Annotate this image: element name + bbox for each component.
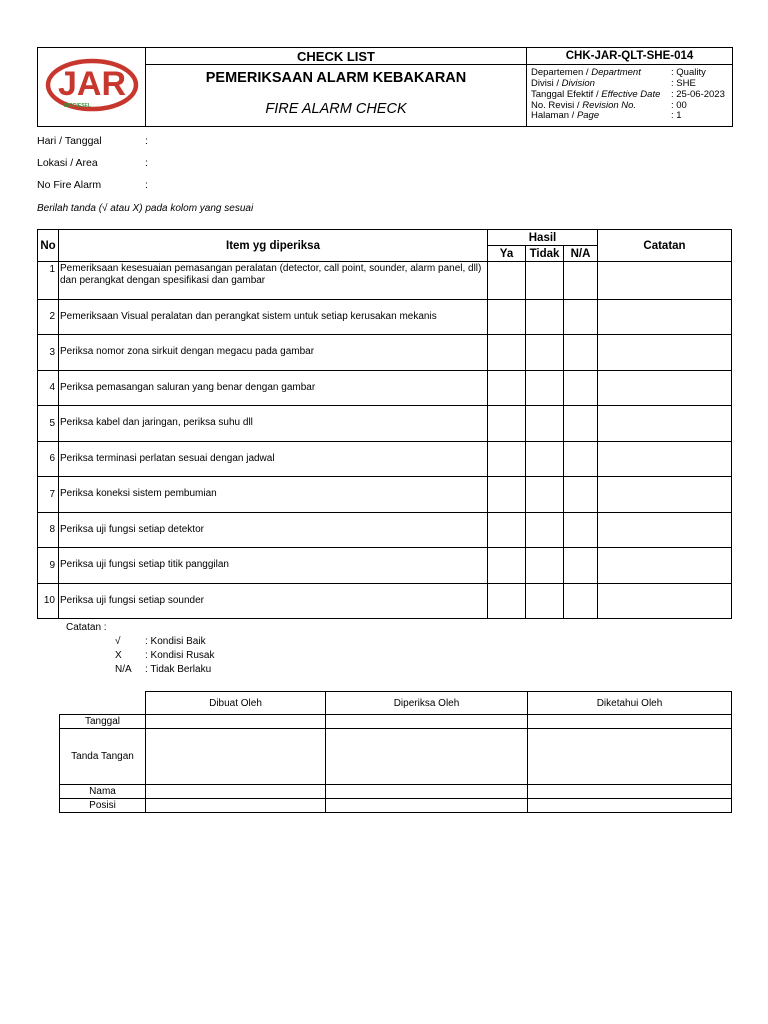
- checked-by-header: Diperiksa Oleh: [326, 692, 528, 715]
- na-cell[interactable]: [564, 548, 598, 584]
- logo-subtext: BIODIESEL: [63, 102, 91, 109]
- row-item-text: Periksa nomor zona sirkuit dengan megacu pada gambar: [59, 335, 488, 371]
- ya-cell[interactable]: [488, 335, 526, 371]
- jar-logo-icon: [44, 54, 140, 116]
- signature-cell[interactable]: [326, 799, 528, 813]
- na-cell[interactable]: [564, 335, 598, 371]
- catatan-cell[interactable]: [598, 477, 732, 513]
- instruction-text: Berilah tanda (√ atau X) pada kolom yang sesuai: [37, 203, 254, 214]
- ya-cell[interactable]: [488, 583, 526, 619]
- row-item-text: Pemeriksaan kesesuaian pemasangan peralatan (detector, call point, sounder, alarm panel, dll) dan perangkat dengan spesifikasi dan gambar: [59, 262, 488, 300]
- row-item-text: Periksa pemasangan saluran yang benar dengan gambar: [59, 370, 488, 406]
- ya-cell[interactable]: [488, 299, 526, 335]
- fire-alarm-value[interactable]: :: [145, 179, 148, 191]
- legend-text: : Kondisi Baik: [145, 636, 206, 647]
- catatan-cell[interactable]: [598, 512, 732, 548]
- meta-revision: No. Revisi / Revision No. : 00: [531, 99, 687, 111]
- document-meta: [527, 65, 733, 127]
- na-cell[interactable]: [564, 441, 598, 477]
- signature-cell[interactable]: [146, 799, 326, 813]
- row-number: 1: [38, 262, 59, 300]
- meta-effective-date: Tanggal Efektif / Effective Date : 25-06-2023: [531, 88, 725, 100]
- signature-row-sign: [60, 729, 732, 785]
- table-row: [38, 299, 732, 335]
- signature-header-row: [60, 692, 732, 715]
- catatan-cell[interactable]: [598, 262, 732, 300]
- date-label: Hari / Tanggal: [37, 135, 102, 147]
- signature-cell[interactable]: [146, 785, 326, 799]
- legend-symbol: X: [115, 650, 122, 661]
- col-catatan-header: Catatan: [598, 230, 732, 262]
- ya-cell[interactable]: [488, 406, 526, 442]
- row-item-text: Periksa kabel dan jaringan, periksa suhu dll: [59, 406, 488, 442]
- legend-not-applicable: [115, 664, 211, 675]
- date-value[interactable]: :: [145, 135, 148, 147]
- signature-cell[interactable]: [528, 729, 732, 785]
- location-value[interactable]: :: [145, 157, 148, 169]
- catatan-cell[interactable]: [598, 583, 732, 619]
- tidak-cell[interactable]: [526, 441, 564, 477]
- row-item-text: Periksa koneksi sistem pembumian: [59, 477, 488, 513]
- na-cell[interactable]: [564, 583, 598, 619]
- ya-cell[interactable]: [488, 477, 526, 513]
- row-number: 10: [38, 583, 59, 619]
- table-row: [38, 477, 732, 513]
- row-label: Nama: [60, 785, 146, 799]
- ya-cell[interactable]: [488, 512, 526, 548]
- meta-division: Divisi / Division : SHE: [531, 78, 696, 89]
- tidak-cell[interactable]: [526, 335, 564, 371]
- legend-symbol: N/A: [115, 664, 132, 675]
- row-number: 4: [38, 370, 59, 406]
- table-row: [38, 583, 732, 619]
- na-cell[interactable]: [564, 262, 598, 300]
- meta-department: Departemen / Department : Quality: [531, 67, 706, 79]
- row-item-text: Periksa uji fungsi setiap sounder: [59, 583, 488, 619]
- signature-cell[interactable]: [326, 729, 528, 785]
- signature-cell[interactable]: [528, 785, 732, 799]
- info-date: [37, 135, 148, 147]
- document-subtitle: FIRE ALARM CHECK: [146, 92, 527, 127]
- table-row: [38, 512, 732, 548]
- notes-title: Catatan :: [66, 622, 107, 633]
- table-row: [38, 548, 732, 584]
- tidak-cell[interactable]: [526, 512, 564, 548]
- catatan-cell[interactable]: [598, 335, 732, 371]
- row-number: 3: [38, 335, 59, 371]
- row-item-text: Periksa uji fungsi setiap detektor: [59, 512, 488, 548]
- meta-page: Halaman / Page : 1: [531, 110, 682, 122]
- document-title: PEMERIKSAAN ALARM KEBAKARAN: [146, 65, 527, 92]
- col-na-header: N/A: [564, 246, 598, 262]
- row-label: Tanggal: [60, 715, 146, 729]
- row-number: 8: [38, 512, 59, 548]
- signature-cell[interactable]: [326, 785, 528, 799]
- legend-symbol: √: [115, 636, 121, 647]
- table-header-row: [38, 230, 732, 246]
- catatan-cell[interactable]: [598, 299, 732, 335]
- company-logo-cell: [38, 48, 146, 127]
- document-number: CHK-JAR-QLT-SHE-014: [527, 48, 733, 65]
- created-by-header: Dibuat Oleh: [146, 692, 326, 715]
- checklist-table: [37, 229, 732, 619]
- tidak-cell[interactable]: [526, 406, 564, 442]
- table-row: [38, 370, 732, 406]
- document-header: [37, 47, 733, 127]
- tidak-cell[interactable]: [526, 299, 564, 335]
- ya-cell[interactable]: [488, 370, 526, 406]
- checklist-label: CHECK LIST: [146, 48, 527, 65]
- ya-cell[interactable]: [488, 548, 526, 584]
- info-fire-alarm-number: [37, 179, 148, 191]
- catatan-cell[interactable]: [598, 370, 732, 406]
- col-tidak-header: Tidak: [526, 246, 564, 262]
- tidak-cell[interactable]: [526, 548, 564, 584]
- na-cell[interactable]: [564, 370, 598, 406]
- legend-text: : Tidak Berlaku: [145, 664, 212, 675]
- table-row: [38, 335, 732, 371]
- row-label: Posisi: [60, 799, 146, 813]
- tidak-cell[interactable]: [526, 370, 564, 406]
- tidak-cell[interactable]: [526, 262, 564, 300]
- tidak-cell[interactable]: [526, 583, 564, 619]
- logo-text: JAR: [57, 64, 126, 103]
- catatan-cell[interactable]: [598, 441, 732, 477]
- row-label: Tanda Tangan: [60, 729, 146, 785]
- row-number: 9: [38, 548, 59, 584]
- catatan-cell[interactable]: [598, 548, 732, 584]
- row-number: 6: [38, 441, 59, 477]
- signature-row-position: [60, 799, 732, 813]
- signature-cell[interactable]: [146, 729, 326, 785]
- location-label: Lokasi / Area: [37, 157, 98, 169]
- tidak-cell[interactable]: [526, 477, 564, 513]
- na-cell[interactable]: [564, 512, 598, 548]
- table-row: [38, 406, 732, 442]
- signature-table: [59, 691, 732, 813]
- ya-cell[interactable]: [488, 262, 526, 300]
- acknowledged-by-header: Diketahui Oleh: [528, 692, 732, 715]
- catatan-cell[interactable]: [598, 406, 732, 442]
- row-number: 5: [38, 406, 59, 442]
- info-location: [37, 157, 148, 169]
- signature-corner: [60, 692, 146, 715]
- row-item-text: Periksa terminasi perlatan sesuai dengan jadwal: [59, 441, 488, 477]
- na-cell[interactable]: [564, 406, 598, 442]
- signature-cell[interactable]: [146, 715, 326, 729]
- col-no-header: No: [38, 230, 59, 262]
- legend-good: [115, 636, 206, 647]
- ya-cell[interactable]: [488, 441, 526, 477]
- col-hasil-header: Hasil: [488, 230, 598, 246]
- row-item-text: Pemeriksaan Visual peralatan dan perangkat sistem untuk setiap kerusakan mekanis: [59, 299, 488, 335]
- table-row: [38, 441, 732, 477]
- fire-alarm-label: No Fire Alarm: [37, 179, 102, 191]
- col-item-header: Item yg diperiksa: [59, 230, 488, 262]
- signature-row-name: [60, 785, 732, 799]
- signature-cell[interactable]: [528, 715, 732, 729]
- table-row: [38, 262, 732, 300]
- signature-cell[interactable]: [326, 715, 528, 729]
- row-number: 2: [38, 299, 59, 335]
- row-number: 7: [38, 477, 59, 513]
- legend-text: : Kondisi Rusak: [145, 650, 215, 661]
- signature-cell[interactable]: [528, 799, 732, 813]
- col-ya-header: Ya: [488, 246, 526, 262]
- row-item-text: Periksa uji fungsi setiap titik panggilan: [59, 548, 488, 584]
- legend-damaged: [115, 650, 214, 661]
- na-cell[interactable]: [564, 477, 598, 513]
- signature-row-date: [60, 715, 732, 729]
- na-cell[interactable]: [564, 299, 598, 335]
